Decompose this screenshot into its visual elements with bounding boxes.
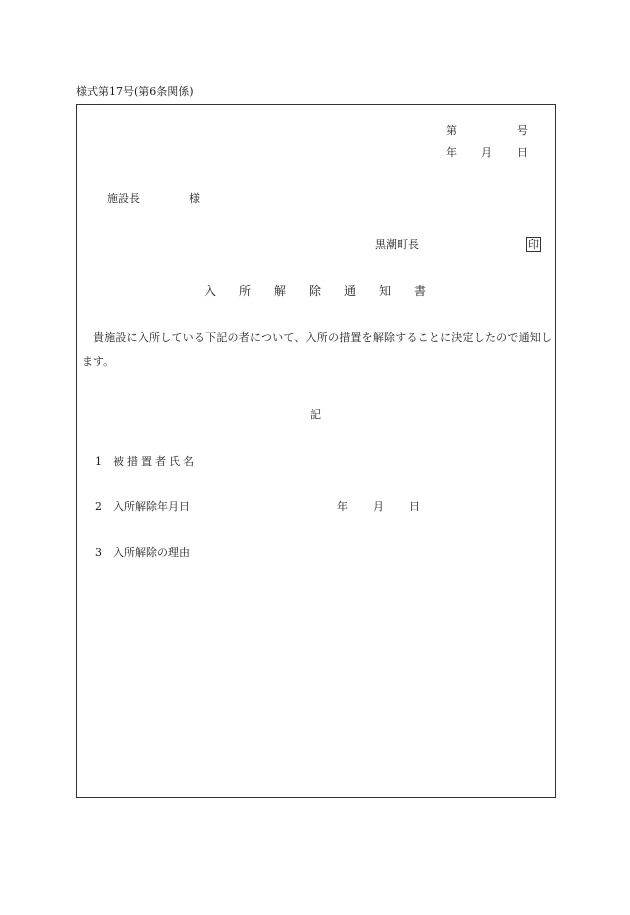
item-number: 2 <box>95 500 102 513</box>
addressee-honorific: 様 <box>189 192 200 205</box>
date-month-label: 月 <box>481 146 492 159</box>
form-number-label: 様式第17号(第6条関係) <box>76 85 194 98</box>
date-year-label: 年 <box>446 146 457 159</box>
release-date-year: 年 <box>337 500 348 513</box>
title-char: 通 <box>344 284 357 298</box>
item-label-release-date: 入所解除年月日 <box>113 500 190 513</box>
item-number: 3 <box>95 546 102 559</box>
title-char: 除 <box>308 284 321 298</box>
item-label-release-reason: 入所解除の理由 <box>113 546 190 559</box>
number-suffix: 号 <box>517 124 528 137</box>
addressee-name: 施設長 <box>107 192 140 205</box>
notice-body: 貴施設に入所している下記の者について、入所の措置を解除することに決定したので通知します。 <box>82 331 552 368</box>
issuer-name: 黒潮町長 <box>375 238 419 251</box>
seal-icon: 印 <box>528 238 539 251</box>
item-label-person-name: 被措置者氏名 <box>113 455 197 468</box>
release-date-month: 月 <box>373 500 384 513</box>
title-char: 入 <box>203 284 216 298</box>
title-char: 所 <box>238 284 251 298</box>
item-number: 1 <box>95 455 102 468</box>
ki-heading: 記 <box>310 408 321 421</box>
date-day-label: 日 <box>517 146 528 159</box>
title-char: 書 <box>414 284 427 298</box>
number-prefix: 第 <box>446 124 457 137</box>
title-char: 知 <box>379 284 392 298</box>
seal-mark <box>526 237 541 252</box>
title-char: 解 <box>273 284 286 298</box>
document-title <box>0 285 630 297</box>
release-date-day: 日 <box>409 500 420 513</box>
document-frame <box>76 104 556 798</box>
